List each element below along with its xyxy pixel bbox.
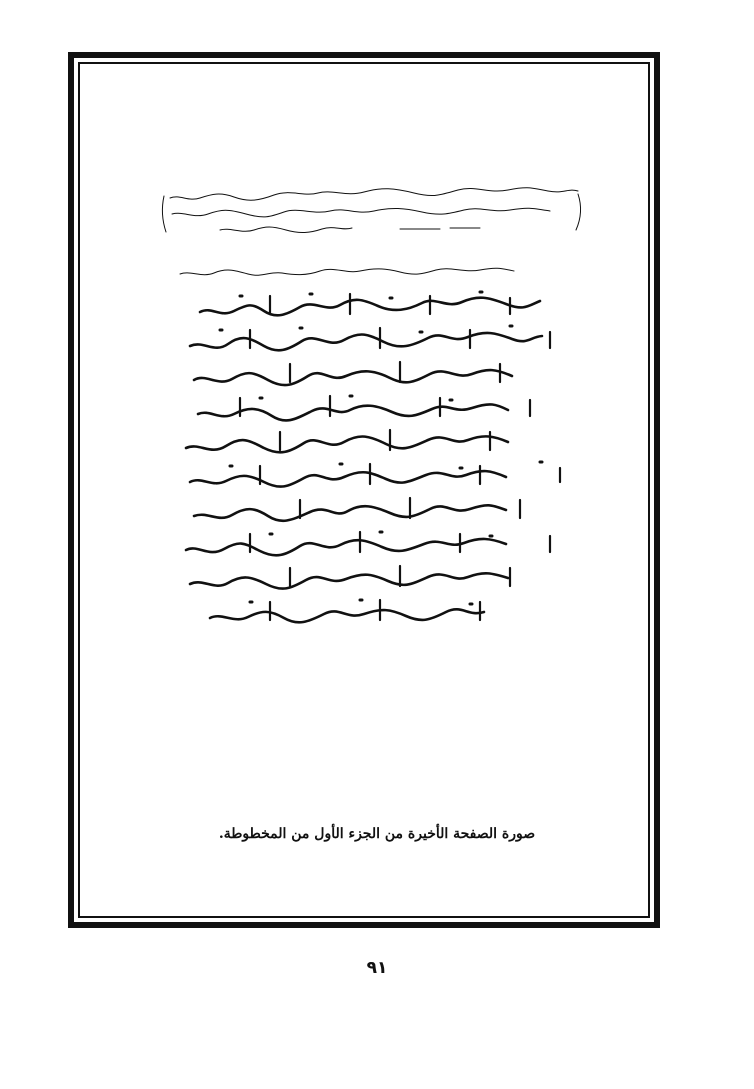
page-number: ٩١ (366, 958, 388, 978)
manuscript-handwriting (150, 184, 594, 664)
manuscript-alifs (240, 294, 560, 620)
figure-caption: صورة الصفحة الأخيرة من الجزء الأول من المخطوطة. (218, 826, 536, 842)
marginal-note (162, 188, 580, 233)
page-frame-outer (68, 52, 660, 928)
manuscript-line (180, 268, 514, 275)
manuscript-image (150, 184, 594, 664)
manuscript-body (186, 298, 542, 623)
page-frame-inner (78, 62, 650, 918)
